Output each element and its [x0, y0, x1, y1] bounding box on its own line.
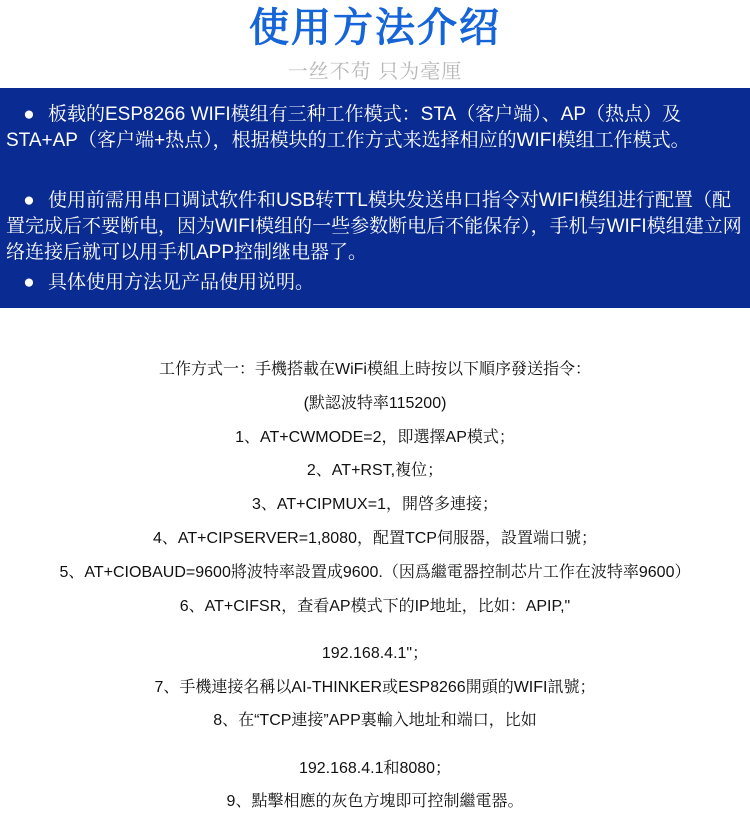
instruction-line: 192.168.4.1和8080； [298, 760, 452, 777]
bullet-text: 板载的ESP8266 WIFI模组有三种工作模式：STA（客户端）、AP（热点）及STA+AP（客户端+热点），根据模块的工作方式来选择相应的WIFI模组工作模式。 [6, 104, 690, 151]
bullet-item-config [6, 188, 744, 266]
instructions-section [0, 308, 750, 815]
page-subtitle: 一丝不苟 只为毫厘 [287, 61, 463, 83]
instruction-line: 工作方式一：手機搭載在WiFi模組上時按以下順序發送指令： [159, 361, 591, 378]
bullet-dot-icon: ● [23, 272, 35, 293]
instruction-line: 9、點擊相應的灰色方塊即可控制繼電器。 [226, 793, 524, 810]
instruction-line: 3、AT+CIPMUX=1，開啓多連接； [252, 496, 498, 513]
instruction-line: 192.168.4.1"； [321, 645, 429, 662]
instruction-line: (默認波特率115200) [303, 395, 447, 412]
header [0, 0, 750, 88]
feature-panel [0, 88, 750, 308]
instruction-line: 6、AT+CIFSR，查看AP模式下的IP地址，比如：APIP," [179, 598, 571, 615]
bullet-dot-icon: ● [23, 190, 35, 211]
page-title: 使用方法介绍 [249, 6, 501, 50]
instruction-line: 5、AT+CIOBAUD=9600將波特率設置成9600.（因爲繼電器控制芯片工作在波特率9600） [59, 564, 691, 581]
bullet-dot-icon: ● [23, 104, 35, 125]
bullet-item-modes [6, 102, 744, 154]
bullet-item-manual [6, 270, 744, 296]
instruction-line: 7、手機連接名稱以AI-THINKER或ESP8266開頭的WIFI訊號； [154, 679, 596, 696]
bullet-text: 使用前需用串口调试软件和USB转TTL模块发送串口指令对WIFI模组进行配置（配置完成后不要断电，因为WIFI模组的一些参数断电后不能保存），手机与WIFI模组建立网络连接后就可以用手机APP控制继电器了。 [6, 190, 742, 263]
instruction-line: 8、在“TCP連接”APP裏輸入地址和端口，比如 [213, 712, 537, 729]
bullet-text: 具体使用方法见产品使用说明。 [48, 272, 315, 293]
instruction-line: 1、AT+CWMODE=2，即選擇AP模式； [235, 429, 515, 446]
instruction-line: 2、AT+RST,複位； [306, 462, 444, 479]
instruction-line: 4、AT+CIPSERVER=1,8080，配置TCP伺服器，設置端口號； [153, 530, 597, 547]
